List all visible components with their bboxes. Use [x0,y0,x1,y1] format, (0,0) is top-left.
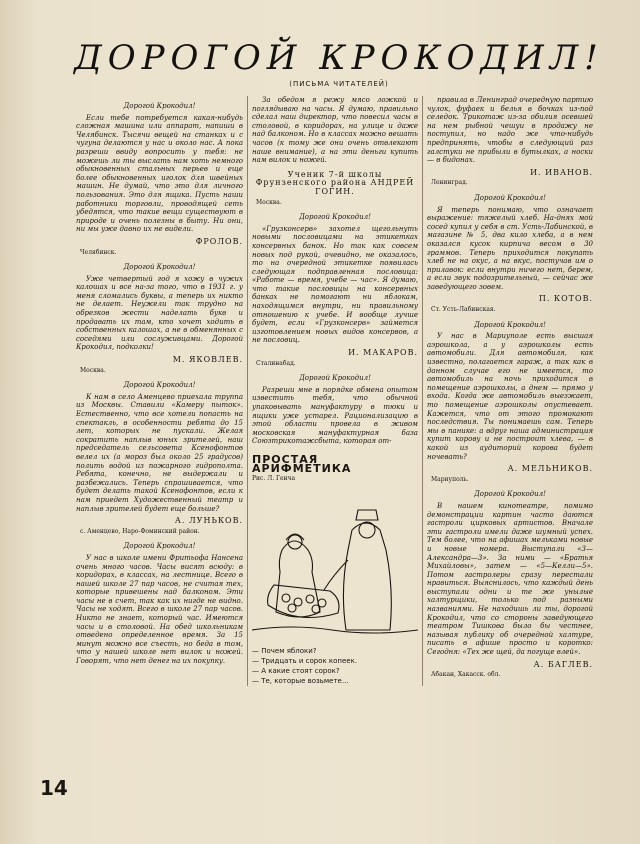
letter-credit: Ученик 7-й школы Фрунзенского района АНДРЕЙ ГОГИН. [255,169,415,196]
page-subtitle: (ПИСЬМА ЧИТАТЕЛЕЙ) [289,80,389,88]
letter-body: За обедом я режу мясо ложкой и поглядываю на часы. Я думаю, правильно сделал наш директор, что повесил часы в столовой, в коридорах, на улице и даже над балконом. Но в классах можно вешать часов (к тому же они очень отвлекают наше внимание), а на эти деньги купить нам вилок и ножей. [252,96,418,165]
letter-body: В нашем кинотеатре, помимо демонстрации картин часто даются гастроли цирковых артистов. Вначале эти гастроли имели даже шумный успех. Тем более, что на афишах мельками новые и новые номера. Выступали «3—Александра—3». За ними — «Братья Михайловы», затем — «5—Келли—5». Потом гастролеры сразу перестали нравиться. Выяснилось, что каждый день выступали одни и те же унылые халтурщики, только под разными названиями. Не находишь ли ты, дорогой Крокодил, что со стороны заведующего театром Тишкова было бы честнее, называя публику об очередной халтуре, писать в афише просто и коротко: Сегодня: «Тех же щей, да погуще влей». [427,501,593,657]
letter-body: Если тебе потребуется какая-нибудь сложная машина или аппарат, напиши в Челябинск. Тысячи вещей на станках и с чугуна делаются у нас и около нас. А пока разреши ввиду вопросить у тебя: не можешь ли ты выслать нам хоть немного обыкновенных стальных перьев и еще более обыкновенных иголок для швейных машин. Не думай, что это для личного пользования. Это для ящика. Пусть наши работники торговли, проводящей сеть убедятся, что такие вещи существуют в природе и очень полезны в быту. Ни они, ни мы уже давно их не видели. [76,113,243,234]
letter-signature: П. КОТОВ. [538,294,593,304]
letter-body: У нас в Мариуполе есть высшая аэрошкола, а у аэрошколы есть автомобили. Для автомобиля, как известно, полагается гараж, а так как в данном случае его не имеется, то автомобиль на ночь приходится в помещение аэрошколы, а днем — прямо у входа. Когда же автомобиль выезжает, то помещение аэрошколы опустевает. Кажется, что от этого промокают последствия. Ты понимаешь сам. Теперь мы в панике: а вдруг наша администрация купит корову и не построит хлева, — в какой из аудиторий корова будет ночевать? [427,332,593,461]
letter-place: Ст. Усть-Лабинская. [431,306,496,314]
dialog-line: — Те, которые возьмете... [252,677,349,686]
letter-signature: И. ИВАНОВ. [530,167,593,177]
letter-signature: А. МЕЛЬНИКОВ. [507,464,593,474]
dialog-line: — А какие стоят сорок? [252,667,340,676]
page-title: ДОРОГОЙ КРОКОДИЛ! [74,38,604,78]
letter-salutation: Дорогой Крокодил! [474,193,546,202]
letter-signature: ФРОЛОВ. [195,236,243,246]
letter-body: К нам в село Аменцево приехала труппа из Москвы. Ставили «Камеру пыток». Естественно, что все хотели попасть на спектакль, в особенности ребята до 15 лет, которых не пускали. Желая сократить наплыв юных зрителей, наш председатель сельсовета Ксенофонтов велел их (а мороз был около 25 градусов) полить водой из пожарного гидрополта. Ребята, конечно, не выдержали и разбежались. Теперь спрашивается, что будет делать такой Ксенофонтов, если к нам приедет Художественный театр и наплыв зрителей будет еще больше? [76,392,243,513]
letter-signature: А. БАГЛЕВ. [533,659,593,669]
column-2 [247,96,422,686]
cartoon-artist: Рис. Л. Генча [252,475,296,483]
letter-place: Абакан, Хакасск. обл. [431,671,501,679]
letter-salutation: Дорогой Крокодил! [123,102,196,110]
cartoon-dialog [252,646,418,686]
letter-body: «Грузконсерв» захотел щегольнуть новыми пословицами на этикетках консервных банок. Но так как совсем новых под рукой, очевидно, не оказалось, то на очередной этикетке появилась следующая подправленная пословица: «Работе — время, учебе — час». Я думаю, что такие пословицы на консервных банках не помогают ни яблокам, находящимся внутри, ни правильному отношению к учебе. И вообще лучше будет, если «Грузконсерв» займется изготовлением новых видов консервов, а не пословиц. [252,224,418,345]
letter-salutation: Дорогой Крокодил! [474,490,546,499]
column-1 [72,96,247,686]
letter-place: с. Аменцево, Наро-Фоминский район. [80,527,200,535]
letter-signature: И. МАКАРОВ. [348,348,418,358]
letter-salutation: Дорогой Крокодил! [299,213,371,222]
dialog-line: — Почем яблоки? [252,647,317,656]
page-number: 14 [40,776,68,800]
letter-salutation: Дорогой Крокодил! [123,263,196,272]
column-3 [422,96,597,686]
letter-place: Москва. [256,198,282,206]
letter-body: Разреши мне в порядке обмена опытом известить тебя, что обычной упаковывать мануфактуру в тюки и ящики уже устарел. Рационализацию в этой области провела в живом московская мануфактурная база Союзтрикотажсбыта, которая от- [252,385,418,446]
dialog-line: — Тридцать и сорок копеек. [252,657,358,666]
letter-salutation: Дорогой Крокодил! [123,381,196,390]
letter-salutation: Дорогой Крокодил! [474,320,546,329]
letter-place: Челябинск. [80,248,117,256]
letter-body: Я теперь понимаю, что означает выражение: тяжелый хлеб. На-днях мой сосед купил у себя в ст. Усть-Лабинской, в магазине № 5, два кило хлеба, а в нем оказался кусок кирпича весом в 30 граммов. Теперь приходится покупать хлеб не на окус, а на вкус, постучав им о прилавок: если внутри ничего нет, берем, а если звук подозрительный, — сейчас же заведующего зовем. [427,205,593,291]
letter-salutation: Дорогой Крокодил! [299,374,371,383]
letter-signature: А. ЛУНЬКОВ. [174,516,243,526]
letter-place: Ленинград. [431,179,468,187]
columns [72,96,606,686]
letter-body: правила в Ленинград очередную партию чулок, фуфаек и белья в бочках из-под селедок. Трикотаж из-за обилия осевшей на нем рыбной чешуи в продажу не поступил, но надо же что-нибудь предпринять, чтобы в следующий раз галстуки не прибыли в бутылках, а носки — в бидонах. [427,96,593,165]
letter-body: У нас в школе имени Фритьофа Нансена очень много часов. Часы висят всюду: в коридорах, в классах, на лестнице. Всего в нашей школе 27 пар часов, не считая тех, которые привешены над балконом. Эти часы не в счет, так как их нигде не видно. Часы не ходят. Всего в школе 27 пар часов. Никто не знает, который час. Имеются часы и в столовой. На обед школьникам отведено определенное время. За 15 минут можно все съесть, но беда в том, что у нашей школе нет вилок и ножей. Говорят, что нет денег на их покупку. [76,553,243,666]
letter-place: Москва. [80,366,106,374]
letter-body: Уже четвертый год я хожу в чужих калошах и все на-за того, что в 1931 г. у меня сломались буквы, а теперь их никто не делает. Неужели так трудно на обрезков жести наделать букв и продавать их там, кто хочет ходить в собственных калошах, а не в обменянных с соседями или сослуживцами. Дорогой Крокодил, подколки! [76,274,243,352]
cartoon-title: ПРОСТАЯ АРИФМЕТИКА [252,452,352,475]
letter-salutation: Дорогой Крокодил! [123,542,196,551]
letter-place: Мариуполь. [431,475,469,483]
masthead [72,38,606,88]
letter-place: Сталинабад. [256,359,296,367]
letter-signature: М. ЯКОВЛЕВ. [172,355,243,365]
cartoon-illustration [252,490,418,640]
